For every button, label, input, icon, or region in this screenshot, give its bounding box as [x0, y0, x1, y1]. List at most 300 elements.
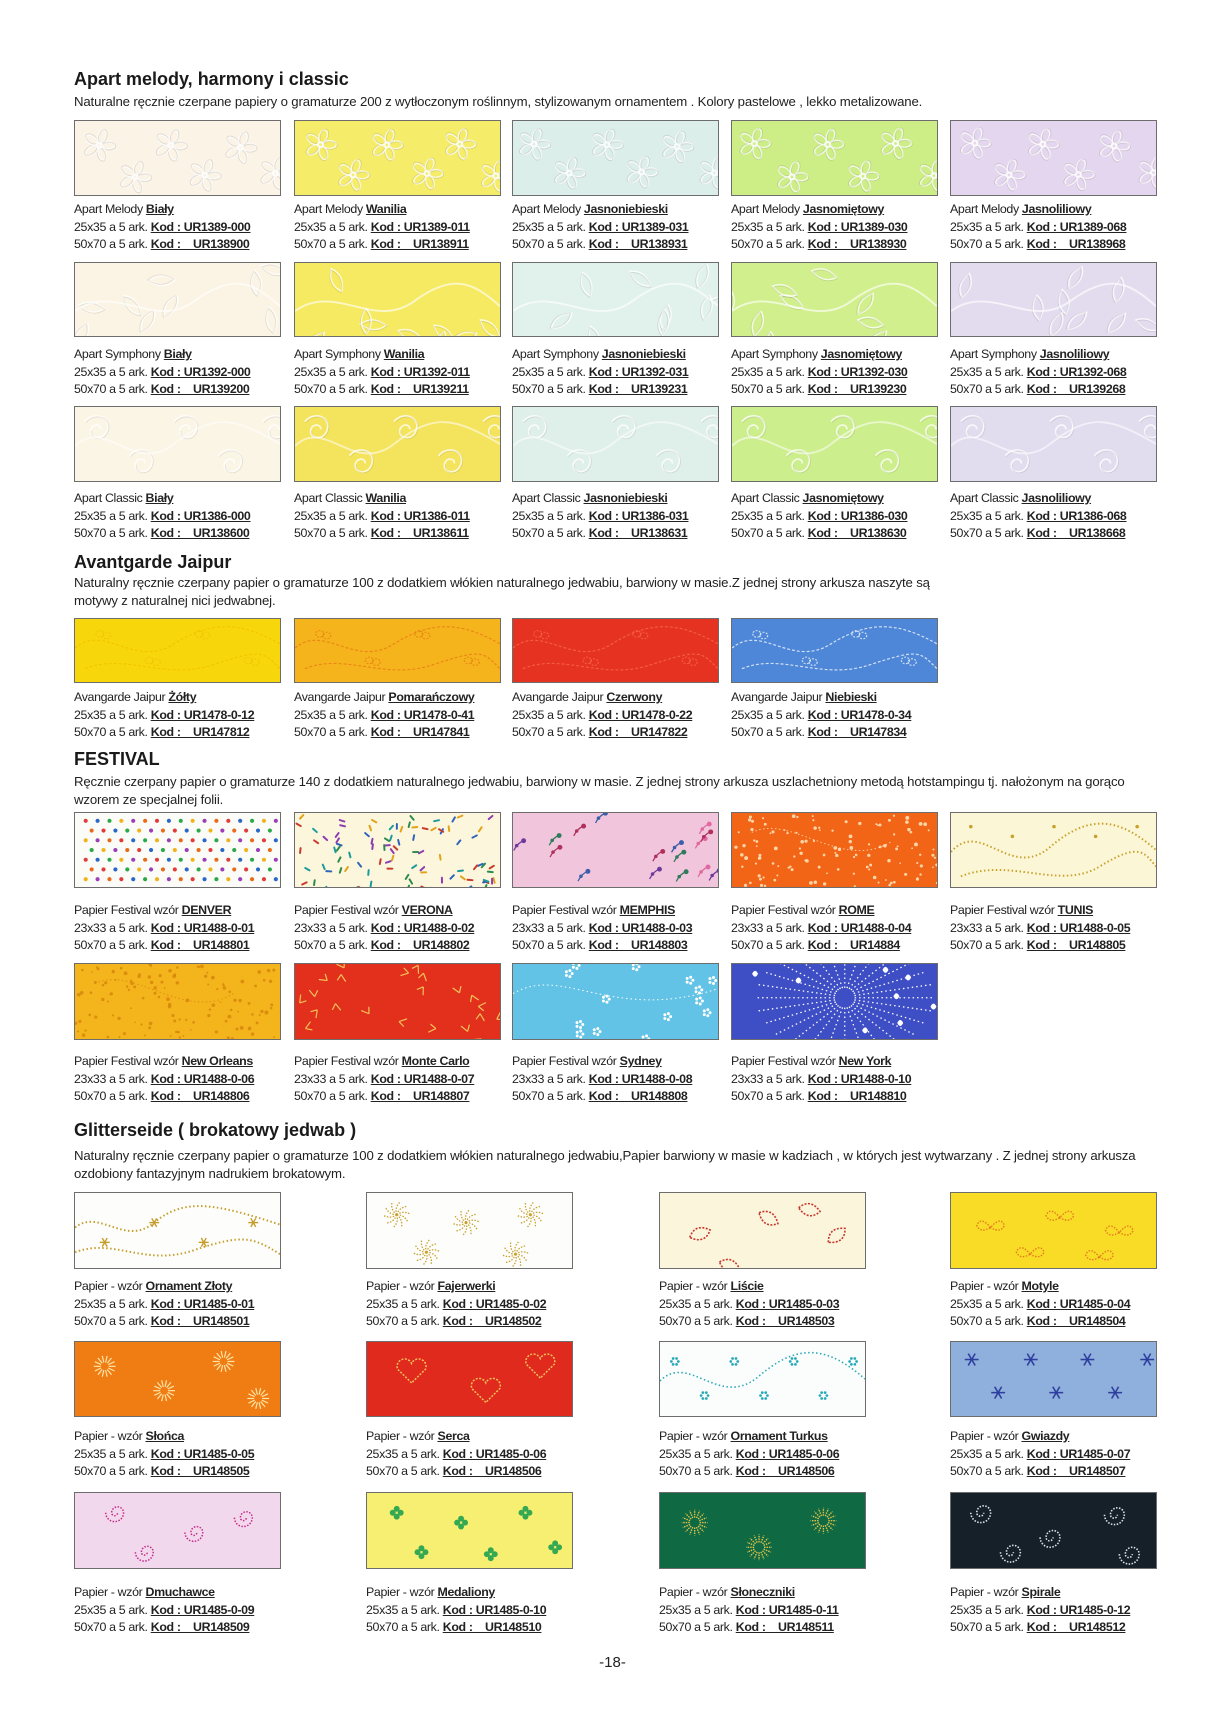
small-format-line [659, 1296, 839, 1314]
product-name-line [512, 902, 692, 920]
small-format-size: 25x35 a 5 ark. [659, 1446, 733, 1461]
product-name-line [512, 1053, 692, 1071]
product-name-line [950, 490, 1126, 508]
product-caption [74, 1053, 254, 1106]
paper-swatch-image [74, 618, 281, 683]
small-format-size: 25x35 a 5 ark. [731, 707, 805, 722]
product-variant-name: Jasnoniebieski [583, 202, 668, 216]
small-format-line [731, 920, 911, 938]
product-variant-name: VERONA [401, 903, 453, 917]
large-format-line [366, 1619, 546, 1637]
small-format-code: Kod : UR1485-0-10 [442, 1602, 547, 1617]
paper-swatch-image [294, 406, 501, 482]
product-line-label: Apart Melody [731, 202, 803, 216]
product-line-label: Papier Festival wzór [512, 903, 620, 917]
small-format-code: Kod : UR1488-0-04 [807, 920, 912, 935]
large-format-size: 50x70 a 5 ark. [659, 1314, 733, 1328]
product-caption [366, 1278, 546, 1331]
product-variant-name: Monte Carlo [401, 1054, 470, 1068]
small-format-line [74, 508, 250, 526]
product-caption [659, 1278, 839, 1331]
paper-swatch-image [74, 1492, 281, 1569]
small-format-code: Kod : UR1488-0-10 [807, 1071, 912, 1086]
product-variant-name: Wanilia [383, 347, 425, 361]
small-format-size: 25x35 a 5 ark. [74, 1296, 148, 1311]
product-line-label: Papier - wzór [366, 1429, 438, 1443]
large-format-code: Kod : UR138931 [588, 237, 688, 251]
small-format-line [366, 1446, 546, 1464]
large-format-code: Kod : UR148504 [1026, 1314, 1126, 1328]
large-format-code: Kod : UR148803 [588, 938, 688, 952]
large-format-line [731, 381, 907, 399]
product-line-label: Avangarde Jaipur [74, 690, 169, 704]
product-variant-name: Liście [730, 1279, 764, 1293]
product-name-line [950, 1278, 1130, 1296]
large-format-line [512, 1088, 692, 1106]
small-format-size: 25x35 a 5 ark. [366, 1296, 440, 1311]
product-caption [950, 1584, 1130, 1637]
large-format-line [366, 1463, 546, 1481]
large-format-line [950, 236, 1126, 254]
small-format-size: 25x35 a 5 ark. [366, 1446, 440, 1461]
small-format-code: Kod : UR1485-0-05 [150, 1446, 255, 1461]
product-name-line [950, 201, 1126, 219]
large-format-size: 50x70 a 5 ark. [74, 526, 148, 540]
small-format-code: Kod : UR1389-068 [1026, 219, 1127, 234]
large-format-line [74, 381, 250, 399]
product-caption [74, 1584, 254, 1637]
product-caption [950, 1428, 1130, 1481]
large-format-code: Kod : UR148503 [735, 1314, 835, 1328]
product-variant-name: Ornament Turkus [730, 1429, 828, 1443]
large-format-line [294, 381, 470, 399]
product-caption [512, 346, 688, 399]
product-line-label: Papier - wzór [366, 1279, 438, 1293]
product-line-label: Papier - wzór [950, 1279, 1022, 1293]
product-line-label: Apart Classic [512, 491, 584, 505]
small-format-code: Kod : UR1392-030 [807, 364, 908, 379]
large-format-code: Kod : UR147834 [807, 725, 907, 739]
small-format-line [74, 1296, 254, 1314]
large-format-line [950, 937, 1130, 955]
large-format-size: 50x70 a 5 ark. [294, 1089, 368, 1103]
large-format-size: 50x70 a 5 ark. [950, 526, 1024, 540]
product-variant-name: Wanilia [365, 491, 406, 505]
small-format-code: Kod : UR1485-0-02 [442, 1296, 547, 1311]
small-format-line [731, 707, 911, 725]
section-title-apart: Apart melody, harmony i classic [74, 69, 349, 89]
paper-swatch-image [659, 1341, 866, 1417]
large-format-size: 50x70 a 5 ark. [512, 725, 586, 739]
large-format-size: 50x70 a 5 ark. [950, 237, 1024, 251]
paper-swatch-image [74, 812, 281, 888]
product-line-label: Papier Festival wzór [731, 903, 839, 917]
product-line-label: Papier - wzór [659, 1429, 731, 1443]
product-name-line [294, 1053, 474, 1071]
small-format-line [512, 364, 688, 382]
small-format-code: Kod : UR1488-0-08 [588, 1071, 693, 1086]
small-format-size: 25x35 a 5 ark. [950, 1602, 1024, 1617]
large-format-line [74, 1313, 254, 1331]
large-format-line [731, 1088, 911, 1106]
small-format-code: Kod : UR1478-0-22 [588, 707, 693, 722]
product-caption [74, 201, 250, 254]
paper-swatch-image [512, 812, 719, 888]
product-name-line [659, 1584, 839, 1602]
large-format-line [74, 724, 254, 742]
paper-swatch-image [950, 406, 1157, 482]
small-format-line [74, 364, 250, 382]
product-line-label: Papier - wzór [659, 1585, 731, 1599]
small-format-size: 25x35 a 5 ark. [294, 219, 368, 234]
small-format-line [950, 1446, 1130, 1464]
small-format-size: 23x33 a 5 ark. [731, 1071, 805, 1086]
large-format-size: 50x70 a 5 ark. [731, 725, 805, 739]
product-line-label: Papier - wzór [74, 1429, 146, 1443]
large-format-code: Kod : UR138611 [370, 526, 469, 540]
small-format-size: 25x35 a 5 ark. [74, 364, 148, 379]
large-format-code: Kod : UR147822 [588, 725, 688, 739]
product-name-line [731, 346, 907, 364]
section-description-glitterseide: Naturalny ręcznie czerpany papier o gramaturze 100 z dodatkiem włókien naturalnego jedwabiu,Papier barwiony w masie w kadziach , w których jest wytwarzany . Z jednej strony arkusza ozdobiony fantazyjnym nadrukiem brokatowym. [74, 1148, 1136, 1181]
product-caption [294, 490, 470, 543]
product-caption [366, 1584, 546, 1637]
large-format-line [512, 525, 688, 543]
product-caption [294, 201, 470, 254]
section-title-festival: FESTIVAL [74, 749, 160, 769]
product-name-line [74, 1428, 254, 1446]
product-line-label: Papier Festival wzór [74, 1054, 182, 1068]
large-format-size: 50x70 a 5 ark. [512, 1089, 586, 1103]
small-format-size: 23x33 a 5 ark. [294, 920, 368, 935]
product-caption [294, 902, 474, 955]
product-name-line [74, 1278, 254, 1296]
large-format-code: Kod : UR138600 [150, 526, 250, 540]
product-caption [366, 1428, 546, 1481]
product-name-line [366, 1584, 546, 1602]
large-format-size: 50x70 a 5 ark. [512, 526, 586, 540]
small-format-size: 25x35 a 5 ark. [74, 219, 148, 234]
small-format-code: Kod : UR1485-0-09 [150, 1602, 255, 1617]
product-line-label: Apart Classic [294, 491, 366, 505]
small-format-line [512, 707, 692, 725]
product-line-label: Papier Festival wzór [74, 903, 182, 917]
small-format-line [74, 920, 254, 938]
product-name-line [731, 1053, 911, 1071]
product-caption [659, 1584, 839, 1637]
product-line-label: Apart Melody [294, 202, 366, 216]
paper-swatch-image [950, 1341, 1157, 1417]
large-format-code: Kod : UR139231 [588, 382, 688, 396]
product-caption [950, 1278, 1130, 1331]
large-format-line [74, 525, 250, 543]
product-variant-name: Jasnomiętowy [802, 491, 884, 505]
section-title-glitterseide: Glitterseide ( brokatowy jedwab ) [74, 1120, 357, 1140]
product-name-line [74, 1584, 254, 1602]
product-name-line [512, 689, 692, 707]
product-caption [731, 1053, 911, 1106]
product-variant-name: Czerwony [606, 690, 663, 704]
product-name-line [294, 902, 474, 920]
product-caption [512, 490, 688, 543]
large-format-line [366, 1313, 546, 1331]
small-format-code: Kod : UR1485-0-01 [150, 1296, 255, 1311]
product-caption [950, 902, 1130, 955]
product-caption [294, 1053, 474, 1106]
small-format-code: Kod : UR1488-0-01 [150, 920, 255, 935]
large-format-code: Kod : UR138631 [588, 526, 688, 540]
product-variant-name: Spirale [1021, 1585, 1061, 1599]
section-title-jaipur: Avantgarde Jaipur [74, 552, 232, 572]
product-caption [74, 689, 254, 742]
product-name-line [731, 689, 911, 707]
product-name-line [294, 346, 470, 364]
small-format-size: 25x35 a 5 ark. [659, 1602, 733, 1617]
small-format-size: 25x35 a 5 ark. [731, 219, 805, 234]
product-name-line [74, 1053, 254, 1071]
large-format-line [512, 381, 688, 399]
product-variant-name: Pomarańczowy [388, 690, 475, 704]
large-format-size: 50x70 a 5 ark. [366, 1314, 440, 1328]
product-variant-name: New York [838, 1054, 892, 1068]
paper-swatch-image [512, 618, 719, 683]
product-name-line [512, 201, 688, 219]
large-format-size: 50x70 a 5 ark. [731, 382, 805, 396]
large-format-code: Kod : UR148512 [1026, 1620, 1126, 1634]
small-format-size: 25x35 a 5 ark. [74, 1446, 148, 1461]
small-format-size: 25x35 a 5 ark. [74, 508, 148, 523]
small-format-size: 25x35 a 5 ark. [512, 508, 586, 523]
small-format-code: Kod : UR1488-0-02 [370, 920, 475, 935]
large-format-size: 50x70 a 5 ark. [659, 1620, 733, 1634]
large-format-code: Kod : UR148501 [150, 1314, 250, 1328]
large-format-code: Kod : UR147812 [150, 725, 250, 739]
product-variant-name: Biały [145, 491, 174, 505]
product-line-label: Apart Melody [512, 202, 584, 216]
small-format-line [366, 1296, 546, 1314]
paper-swatch-image [294, 120, 501, 196]
small-format-line [731, 1071, 911, 1089]
product-line-label: Papier - wzór [74, 1585, 146, 1599]
paper-swatch-image [950, 262, 1157, 337]
small-format-line [950, 508, 1126, 526]
small-format-line [731, 219, 907, 237]
small-format-size: 25x35 a 5 ark. [950, 508, 1024, 523]
product-name-line [731, 201, 907, 219]
large-format-line [294, 1088, 474, 1106]
paper-swatch-image [294, 618, 501, 683]
large-format-code: Kod : UR139268 [1026, 382, 1126, 396]
product-caption [950, 201, 1126, 254]
small-format-size: 25x35 a 5 ark. [294, 707, 368, 722]
paper-swatch-image [731, 963, 938, 1040]
product-variant-name: TUNIS [1057, 903, 1094, 917]
product-name-line [74, 346, 250, 364]
product-variant-name: Jasnomiętowy [820, 347, 902, 361]
product-variant-name: Jasnoniebieski [601, 347, 686, 361]
small-format-size: 25x35 a 5 ark. [950, 364, 1024, 379]
product-variant-name: Jasnoliliowy [1039, 347, 1110, 361]
product-name-line [731, 490, 907, 508]
product-name-line [74, 201, 250, 219]
product-caption [512, 689, 692, 742]
small-format-line [731, 508, 907, 526]
small-format-code: Kod : UR1478-0-34 [807, 707, 912, 722]
large-format-size: 50x70 a 5 ark. [731, 526, 805, 540]
small-format-line [950, 920, 1130, 938]
product-variant-name: Medaliony [437, 1585, 495, 1599]
small-format-code: Kod : UR1485-0-03 [735, 1296, 840, 1311]
product-line-label: Apart Classic [731, 491, 803, 505]
small-format-code: Kod : UR1488-0-03 [588, 920, 693, 935]
product-variant-name: Wanilia [365, 202, 407, 216]
large-format-size: 50x70 a 5 ark. [731, 938, 805, 952]
paper-swatch-image [74, 262, 281, 337]
small-format-code: Kod : UR1392-011 [370, 364, 470, 379]
large-format-code: Kod : UR148510 [442, 1620, 542, 1634]
large-format-line [731, 937, 911, 955]
product-caption [512, 902, 692, 955]
large-format-code: Kod : UR14884 [807, 938, 900, 952]
large-format-size: 50x70 a 5 ark. [950, 1314, 1024, 1328]
small-format-code: Kod : UR1485-0-11 [735, 1602, 839, 1617]
product-line-label: Apart Melody [74, 202, 146, 216]
product-variant-name: New Orleans [181, 1054, 253, 1068]
large-format-size: 50x70 a 5 ark. [294, 725, 368, 739]
large-format-code: Kod : UR138930 [807, 237, 907, 251]
product-name-line [512, 346, 688, 364]
product-line-label: Papier Festival wzór [294, 903, 402, 917]
small-format-size: 25x35 a 5 ark. [366, 1602, 440, 1617]
large-format-size: 50x70 a 5 ark. [74, 382, 148, 396]
small-format-code: Kod : UR1386-068 [1026, 508, 1127, 523]
product-variant-name: Biały [163, 347, 192, 361]
product-line-label: Papier - wzór [74, 1279, 146, 1293]
paper-swatch-image [659, 1492, 866, 1569]
small-format-line [74, 707, 254, 725]
large-format-size: 50x70 a 5 ark. [512, 382, 586, 396]
product-name-line [366, 1428, 546, 1446]
paper-swatch-image [659, 1192, 866, 1269]
paper-swatch-image [294, 262, 501, 337]
large-format-line [950, 1313, 1130, 1331]
small-format-code: Kod : UR1392-068 [1026, 364, 1127, 379]
product-caption [74, 490, 250, 543]
product-line-label: Apart Symphony [731, 347, 821, 361]
product-caption [74, 1428, 254, 1481]
large-format-line [74, 1619, 254, 1637]
product-name-line [731, 902, 911, 920]
product-caption [950, 346, 1126, 399]
small-format-size: 25x35 a 5 ark. [731, 508, 805, 523]
large-format-code: Kod : UR139200 [150, 382, 250, 396]
large-format-code: Kod : UR139211 [370, 382, 469, 396]
product-line-label: Apart Symphony [294, 347, 384, 361]
large-format-code: Kod : UR148808 [588, 1089, 688, 1103]
small-format-line [74, 219, 250, 237]
large-format-size: 50x70 a 5 ark. [731, 237, 805, 251]
large-format-size: 50x70 a 5 ark. [366, 1464, 440, 1478]
product-caption [731, 201, 907, 254]
large-format-size: 50x70 a 5 ark. [294, 938, 368, 952]
paper-swatch-image [74, 1341, 281, 1417]
product-name-line [74, 490, 250, 508]
small-format-line [294, 219, 470, 237]
small-format-code: Kod : UR1478-0-41 [370, 707, 475, 722]
product-name-line [294, 689, 474, 707]
large-format-code: Kod : UR148801 [150, 938, 250, 952]
product-caption [74, 1278, 254, 1331]
small-format-size: 23x33 a 5 ark. [512, 920, 586, 935]
small-format-line [294, 920, 474, 938]
page-number: -18- [599, 1654, 626, 1671]
product-line-label: Papier Festival wzór [731, 1054, 839, 1068]
large-format-code: Kod : UR138630 [807, 526, 907, 540]
small-format-code: Kod : UR1488-0-07 [370, 1071, 475, 1086]
product-line-label: Avangarde Jaipur [294, 690, 389, 704]
product-line-label: Papier Festival wzór [512, 1054, 620, 1068]
product-line-label: Papier - wzór [366, 1585, 438, 1599]
large-format-line [294, 724, 474, 742]
paper-swatch-image [950, 1492, 1157, 1569]
small-format-size: 25x35 a 5 ark. [294, 508, 368, 523]
small-format-line [950, 219, 1126, 237]
large-format-line [659, 1313, 839, 1331]
small-format-line [950, 1296, 1130, 1314]
product-line-label: Avangarde Jaipur [731, 690, 826, 704]
small-format-line [74, 1446, 254, 1464]
product-variant-name: Serca [437, 1429, 470, 1443]
product-variant-name: Niebieski [825, 690, 877, 704]
small-format-code: Kod : UR1386-000 [150, 508, 251, 523]
section-description-apart: Naturalne ręcznie czerpane papiery o gramaturze 200 z wytłoczonym roślinnym, stylizowanym ornamentem . Kolory pastelowe , lekko metalizowane. [74, 94, 923, 109]
large-format-code: Kod : UR148806 [150, 1089, 250, 1103]
small-format-size: 25x35 a 5 ark. [950, 219, 1024, 234]
small-format-code: Kod : UR1392-000 [150, 364, 251, 379]
large-format-line [731, 236, 907, 254]
product-line-label: Papier - wzór [950, 1429, 1022, 1443]
small-format-size: 23x33 a 5 ark. [74, 1071, 148, 1086]
section-description-jaipur: Naturalny ręcznie czerpany papier o gramaturze 100 z dodatkiem włókien naturalnego jedwabiu, barwiony w masie.Z jednej strony arkusza naszyte są motywy z naturalnej nici jedwabnej. [74, 575, 930, 608]
large-format-line [512, 937, 692, 955]
paper-swatch-image [512, 120, 719, 196]
product-line-label: Papier - wzór [659, 1279, 731, 1293]
small-format-line [294, 707, 474, 725]
small-format-size: 25x35 a 5 ark. [512, 219, 586, 234]
large-format-size: 50x70 a 5 ark. [731, 1089, 805, 1103]
large-format-code: Kod : UR148506 [442, 1464, 542, 1478]
paper-swatch-image [950, 120, 1157, 196]
product-variant-name: Jasnoliliowy [1021, 202, 1092, 216]
product-variant-name: DENVER [181, 903, 232, 917]
large-format-size: 50x70 a 5 ark. [950, 1464, 1024, 1478]
small-format-size: 25x35 a 5 ark. [74, 1602, 148, 1617]
small-format-code: Kod : UR1478-0-12 [150, 707, 255, 722]
large-format-code: Kod : UR139230 [807, 382, 907, 396]
product-caption [731, 902, 911, 955]
product-caption [294, 346, 470, 399]
small-format-code: Kod : UR1488-0-05 [1026, 920, 1131, 935]
product-variant-name: Słoneczniki [730, 1585, 795, 1599]
large-format-code: Kod : UR148506 [735, 1464, 835, 1478]
small-format-line [294, 364, 470, 382]
product-caption [294, 689, 474, 742]
large-format-code: Kod : UR148511 [735, 1620, 834, 1634]
small-format-code: Kod : UR1485-0-12 [1026, 1602, 1131, 1617]
product-name-line [512, 490, 688, 508]
paper-swatch-image [366, 1341, 573, 1417]
small-format-code: Kod : UR1389-031 [588, 219, 689, 234]
